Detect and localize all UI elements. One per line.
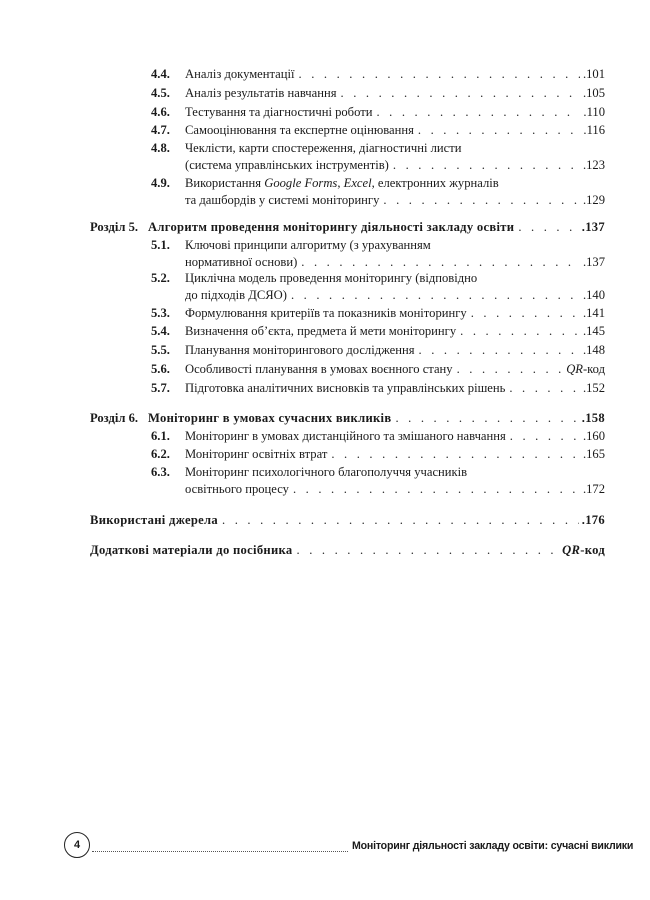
dot-leader [393,157,580,174]
entry-title: Аналіз документації [185,67,295,81]
entry-number: 5.1. [151,238,170,252]
entry-title: Підготовка аналітичних висновків та управлінських рішень [185,381,506,395]
dot-leader [419,342,580,359]
entry-number: 4.5. [151,86,170,100]
entry-number: 5.7. [151,381,170,395]
entry-title-line-2: та дашбордів у системі моніторингу [185,193,380,207]
dot-leader [383,192,580,209]
entry-number: 6.3. [151,465,170,479]
entry-title: Особливості планування в умовах воєнного стану [185,362,453,376]
section-title: Алгоритм проведення моніторингу діяльності закладу освіти [148,220,515,234]
entry-number: 5.4. [151,324,170,338]
sources-page: .176 [581,513,605,527]
entry-title: Аналіз результатів навчання [185,86,337,100]
entry-page: .160 [582,429,605,443]
dot-leader [291,287,580,304]
dot-leader [376,104,580,121]
entry-page: .141 [582,306,605,320]
dot-leader [341,85,580,102]
entry-page: .137 [582,255,605,269]
dot-leader [297,542,560,559]
entry-title-line-2: нормативної основи) [185,255,298,269]
dot-leader [471,305,580,322]
entry-title: Моніторинг освітніх втрат [185,447,328,461]
entry-title: Моніторинг в умовах дистанційного та змішаного навчання [185,429,506,443]
entry-title-line-2: до підходів ДСЯО) [185,288,287,302]
dot-leader [293,481,580,498]
running-title: Моніторинг діяльності закладу освіти: сучасні виклики [352,840,634,852]
entry-title: Чеклісти, карти спостереження, діагностичні листи [185,141,462,155]
dot-leader [299,66,580,83]
entry-title: Моніторинг психологічного благополуччя учасників [185,465,468,479]
entry-number: 4.9. [151,176,170,190]
entry-page: .140 [582,288,605,302]
entry-number: 4.8. [151,141,170,155]
entry-number: 5.6. [151,362,170,376]
dot-leader [222,512,579,529]
entry-page: .123 [582,158,605,172]
dot-leader [460,323,580,340]
entry-number: 4.7. [151,123,170,137]
entry-title: Формулювання критеріїв та показників моніторингу [185,306,467,320]
entry-page-qr: QR-код [566,362,605,376]
entry-page: .105 [582,86,605,100]
entry-page: .148 [582,343,605,357]
entry-page: .152 [582,381,605,395]
section-title: Моніторинг в умовах сучасних викликів [148,411,392,425]
entry-number: 4.6. [151,105,170,119]
entry-number: 5.3. [151,306,170,320]
entry-number: 5.2. [151,271,170,285]
entry-page: .129 [582,193,605,207]
entry-title-line-2: (система управлінських інструментів) [185,158,389,172]
appendix-page-qr: QR-код [562,543,605,557]
page-number: 4 [64,832,90,858]
entry-title: Самооцінювання та експертне оцінювання [185,123,414,137]
appendix-title: Додаткові матеріали до посібника [90,543,293,557]
entry-number: 4.4. [151,67,170,81]
entry-title: Використання Google Forms, Excel, електронних журналів [185,176,499,190]
sources-title: Використані джерела [90,513,219,527]
entry-title: Планування моніторингового дослідження [185,343,415,357]
entry-title: Циклічна модель проведення моніторингу (відповідно [185,271,478,285]
entry-page: .110 [583,105,605,119]
section-page: .158 [581,411,605,425]
section-page: .137 [581,220,605,234]
dot-leader [509,380,580,397]
entry-page: .116 [583,123,605,137]
dot-leader [331,446,580,463]
section-number: Розділ 5. [90,220,139,234]
dot-leader [518,219,578,236]
entry-title: Визначення об’єкта, предмета й мети моніторингу [185,324,457,338]
dot-leader [301,254,580,271]
entry-number: 5.5. [151,343,170,357]
dot-leader [418,122,581,139]
dot-leader [457,361,564,378]
entry-number: 6.2. [151,447,170,461]
entry-page: .101 [582,67,605,81]
dot-leader [510,428,580,445]
entry-title: Ключові принципи алгоритму (з урахуванням [185,238,431,252]
entry-page: .145 [582,324,605,338]
entry-title: Тестування та діагностичні роботи [185,105,373,119]
entry-number: 6.1. [151,429,170,443]
entry-page: .165 [582,447,605,461]
section-number: Розділ 6. [90,411,139,425]
dot-leader [395,410,578,427]
entry-title-line-2: освітнього процесу [185,482,289,496]
entry-page: .172 [582,482,605,496]
